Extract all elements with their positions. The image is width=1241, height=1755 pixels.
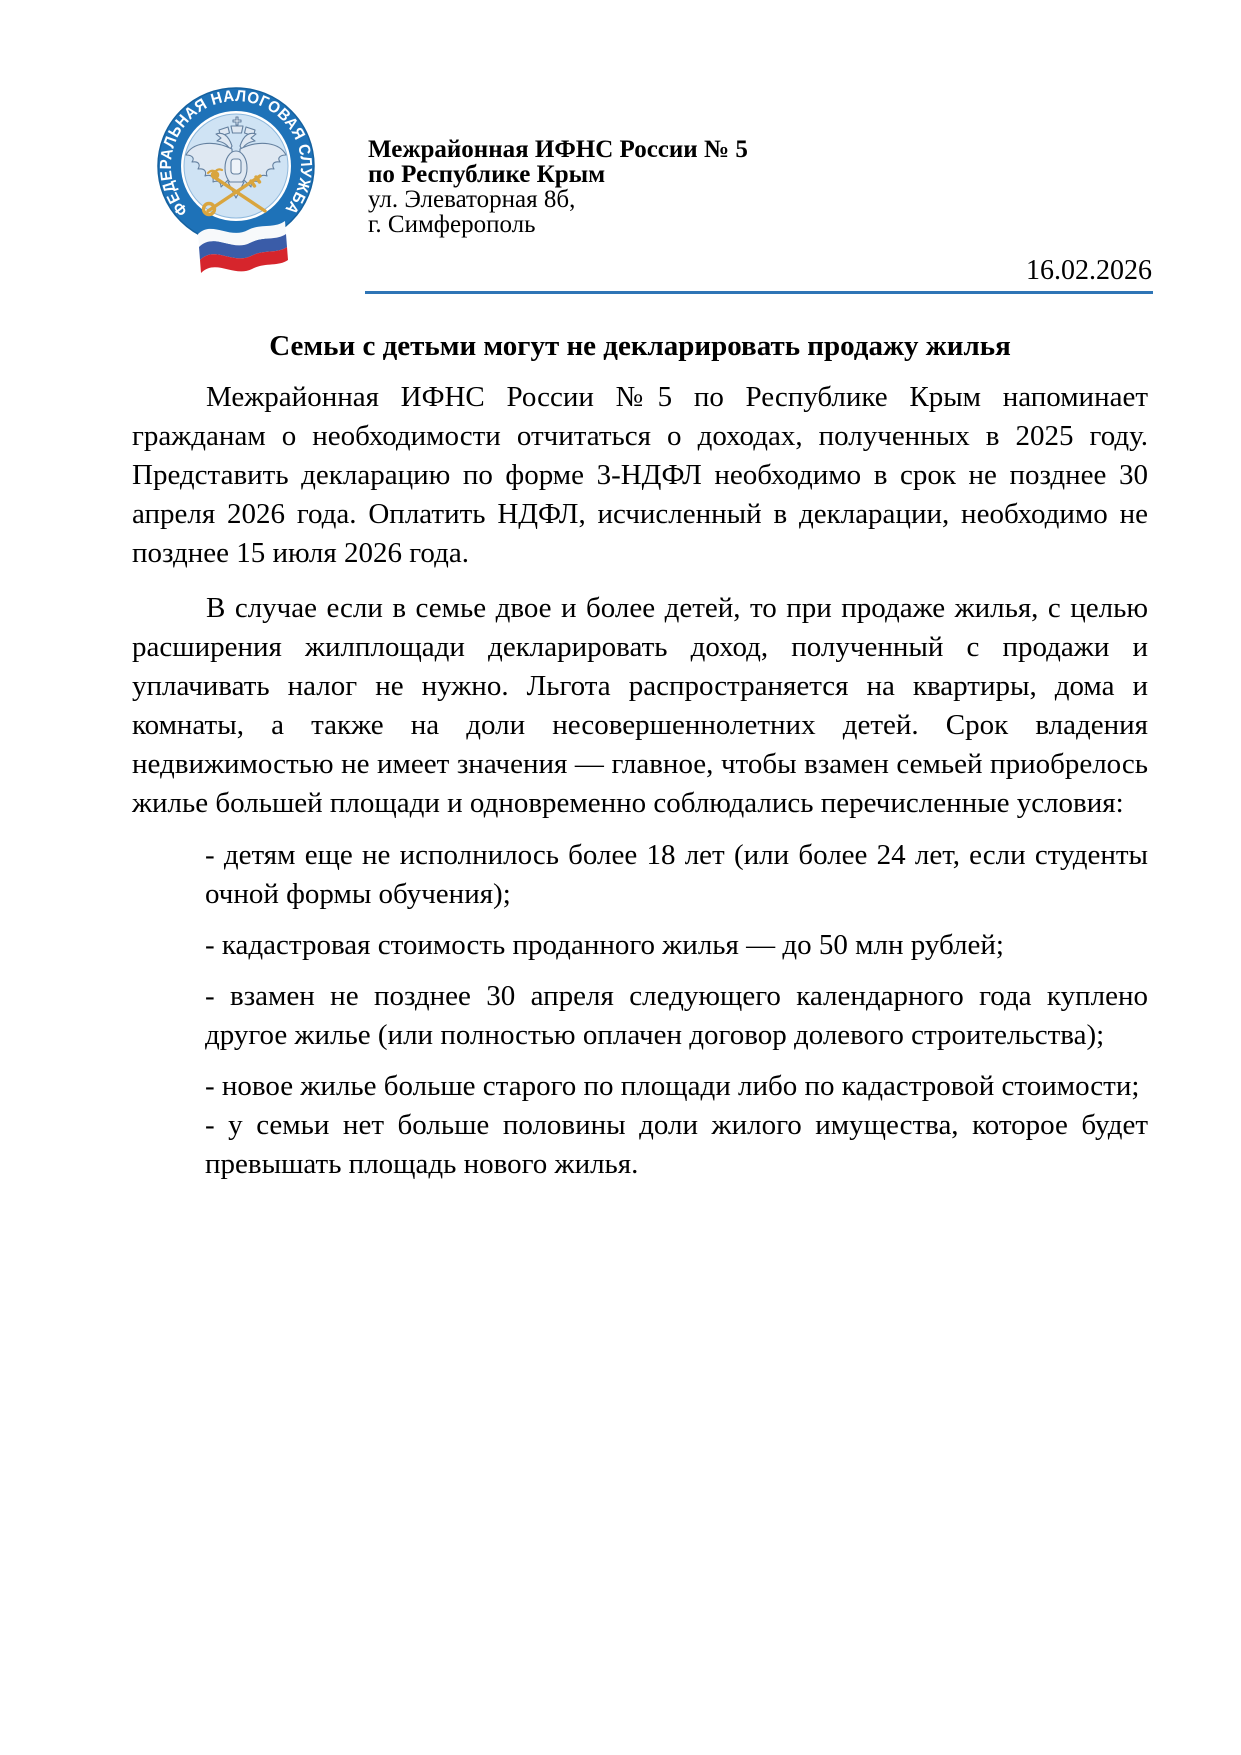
list-item: - детям еще не исполнилось более 18 лет (или более 24 лет, если студенты очной формы обучения); (205, 839, 1148, 910)
list-item: - взамен не позднее 30 апреля следующего календарного года куплено другое жилье (или полностью оплачен договор долевого строительства); (205, 980, 1148, 1051)
org-name-line1: Межрайонная ИФНС России № 5 (368, 136, 748, 163)
org-name-line2: по Республике Крым (368, 161, 606, 188)
letterhead-rule (365, 291, 1153, 294)
list-item: - новое жилье больше старого по площади либо по кадастровой стоимости; (205, 1070, 1140, 1102)
logo-ring-text: ФЕДЕРАЛЬНАЯ НАЛОГОВАЯ СЛУЖБА (157, 87, 315, 219)
caduceus-head (212, 172, 217, 177)
org-address-line1: ул. Элеваторная 8б, (368, 186, 576, 213)
fns-logo (148, 80, 330, 280)
eagle-shield (231, 159, 241, 174)
article-body (132, 327, 1148, 1196)
sender-block (368, 137, 748, 237)
org-address-line2: г. Симферополь (368, 211, 536, 238)
eagle-crown-center-body (231, 126, 243, 133)
article-title: Семьи с детьми могут не декларировать продажу жилья (269, 330, 1011, 362)
list-item: - кадастровая стоимость проданного жилья — до 50 млн рублей; (205, 929, 1004, 961)
paragraph: Межрайонная ИФНС России №5 по Республике Крым напоминает гражданам о необходимости отчитаться о доходах, полученных в 2025 году. Представить декларацию по форме 3-НДФЛ необходимо в срок не позднее 30 апреля 2026 года. Оплатить НДФЛ, исчисленный в декларации, необходимо не позднее 15 июля 2026 года. (132, 381, 1148, 569)
fns-logo-svg (148, 80, 330, 280)
document-date: 16.02.2026 (1026, 255, 1152, 286)
paragraph: В случае если в семье двое и более детей, то при продаже жилья, с целью расширения жилплощади декларировать доход, полученный с продажи и уплачивать налог не нужно. Льгота распространяется на квартиры, дома и комнаты, а также на доли несовершеннолетних детей. Срок владения недвижимостью не имеет значения — главное, чтобы взамен семьей приобрелось жилье большей площади и одновременно соблюдались перечисленные условия: (132, 592, 1148, 819)
list-item: - у семьи нет больше половины доли жилого имущества, которое будет превышать площадь нового жилья. (205, 1109, 1148, 1180)
